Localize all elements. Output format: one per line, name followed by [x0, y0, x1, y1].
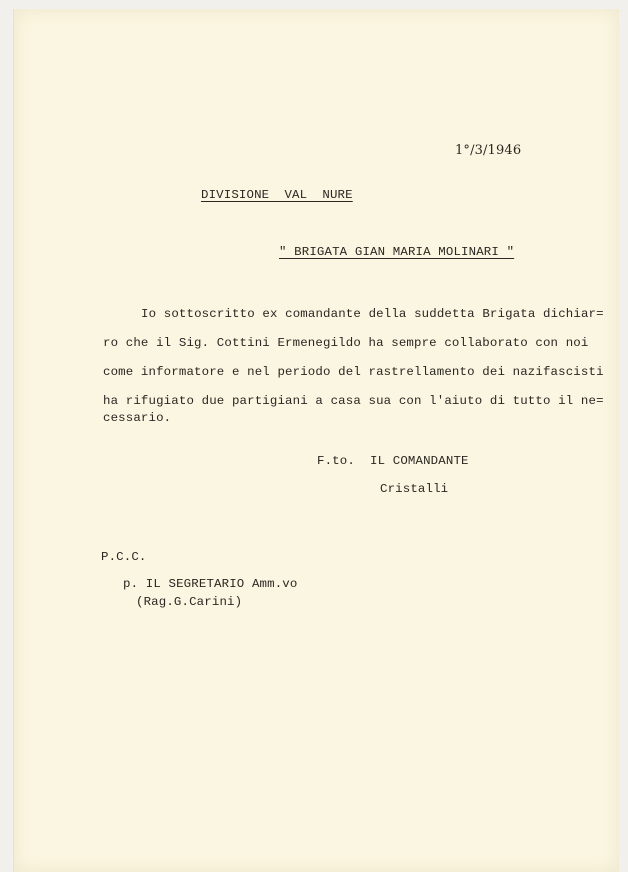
- body-line: ro che il Sig. Cottini Ermenegildo ha sempre collaborato con noi: [103, 336, 589, 350]
- body-line: cessario.: [103, 411, 172, 425]
- division-heading: DIVISIONE VAL NURE: [201, 188, 353, 202]
- brigade-heading: " BRIGATA GIAN MARIA MOLINARI ": [279, 245, 515, 259]
- secretary-name: (Rag.G.Carini): [136, 595, 243, 609]
- copy-label: P.C.C.: [101, 550, 147, 564]
- body-line: come informatore e nel periodo del rastrellamento dei nazifascisti: [103, 365, 604, 379]
- signature-title: IL COMANDANTE: [370, 454, 469, 468]
- document-page: [13, 9, 619, 872]
- signature-prefix: F.to.: [317, 454, 355, 468]
- document-date: 1°/3/1946: [455, 143, 522, 158]
- signature-name: Cristalli: [380, 482, 449, 496]
- body-line: ha rifugiato due partigiani a casa sua con l'aiuto di tutto il ne=: [103, 394, 604, 408]
- secretary-title: p. IL SEGRETARIO Amm.vo: [123, 577, 298, 591]
- body-line: Io sottoscritto ex comandante della suddetta Brigata dichiar=: [141, 307, 604, 321]
